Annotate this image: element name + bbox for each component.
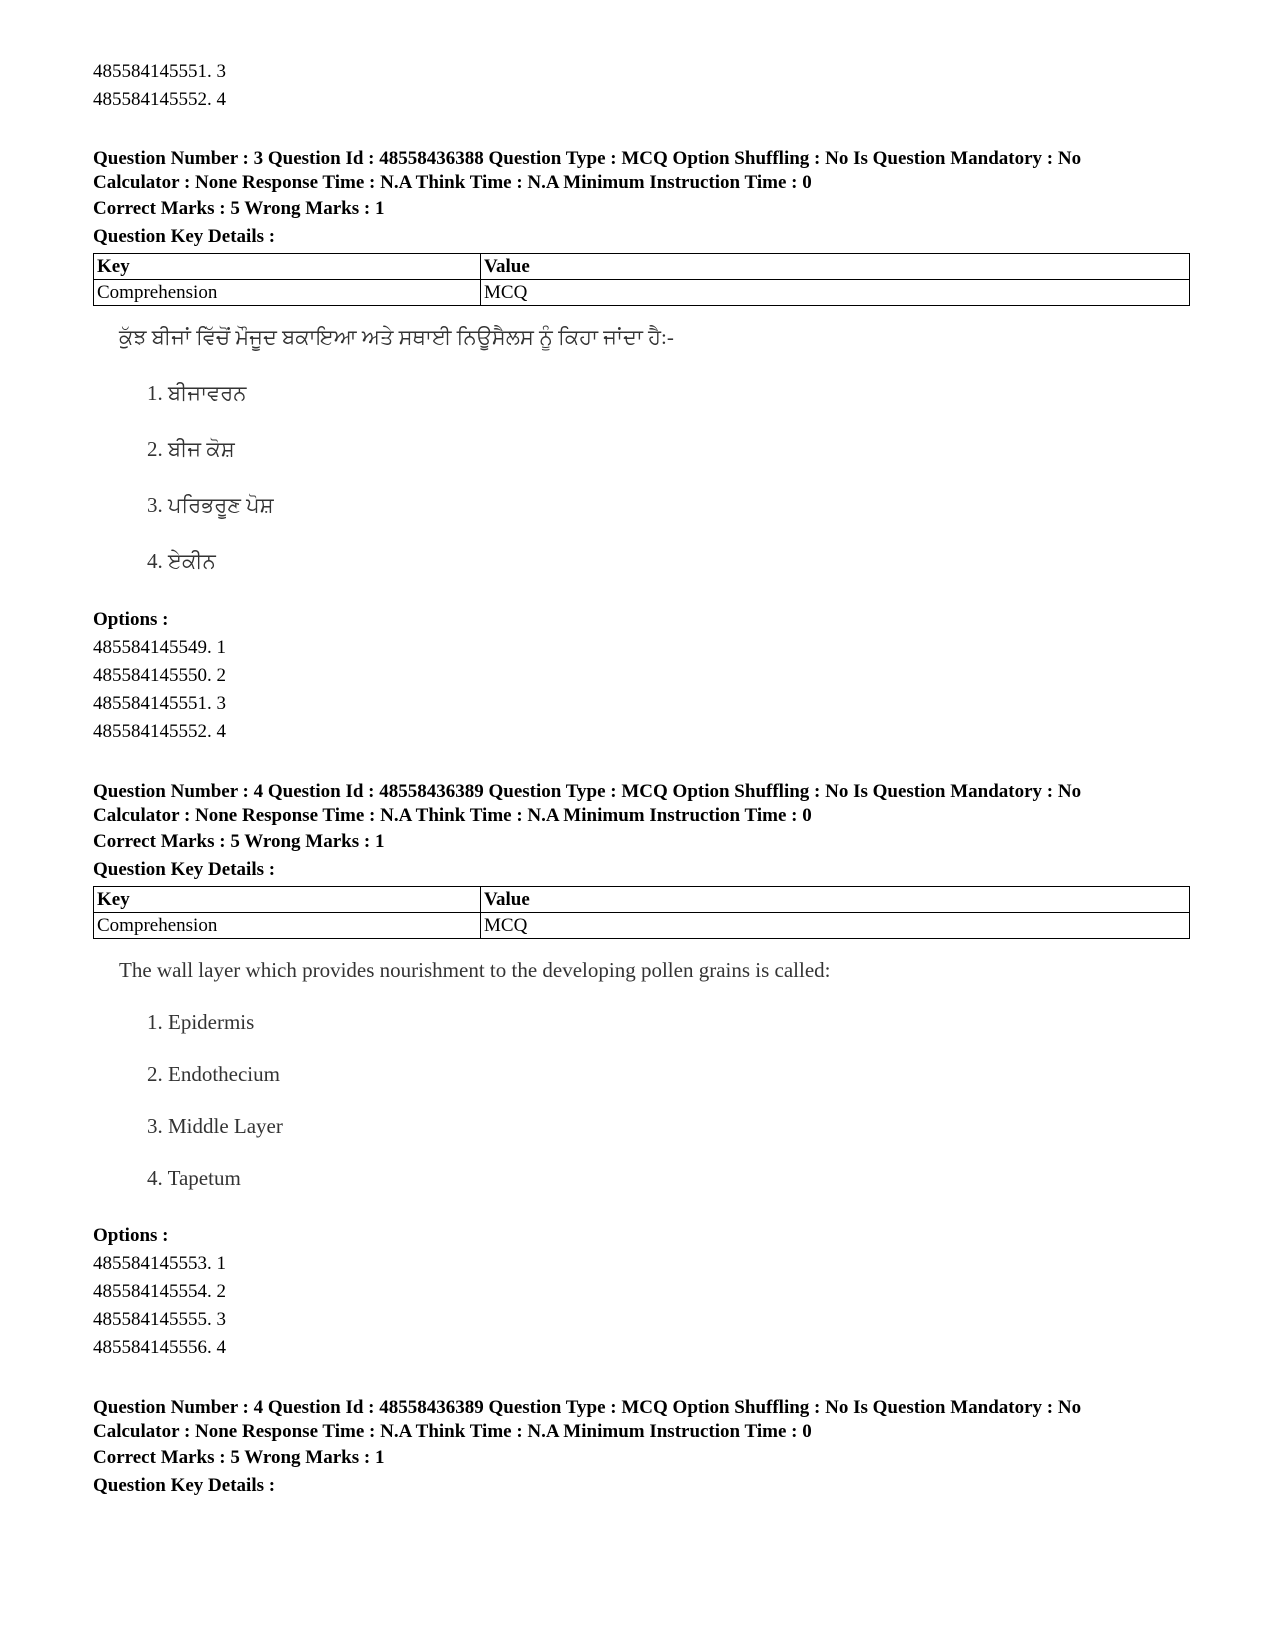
choice-item: 4. ਏਕੀਨ xyxy=(147,549,216,573)
choice-item: 1. Epidermis xyxy=(147,1010,255,1034)
table-header-value: Value xyxy=(481,887,1190,913)
question-header-line1: Question Number : 3 Question Id : 48558436388 Question Type : MCQ Option Shuffling : No Is Question Mandatory : No xyxy=(93,148,1082,169)
key-details-table xyxy=(93,253,1190,306)
marks-line: Correct Marks : 5 Wrong Marks : 1 xyxy=(93,198,385,219)
table-row xyxy=(94,280,1190,306)
options-block-4 xyxy=(93,1222,1193,1362)
table-header-key: Key xyxy=(94,254,481,280)
question-stem: ਕੁੱਝ ਬੀਜਾਂ ਵਿੱਚੋਂ ਮੌਜੂਦ ਬਕਾਇਆ ਅਤੇ ਸਥਾਈ ਨਿਊਸੈਲਸ ਨੂੰ ਕਿਹਾ ਜਾਂਦਾ ਹੈ:- xyxy=(119,325,674,349)
marks-line: Correct Marks : 5 Wrong Marks : 1 xyxy=(93,831,385,852)
question-content xyxy=(119,955,1193,1193)
key-details-label: Question Key Details : xyxy=(93,1475,276,1496)
option-item: 485584145552. 4 xyxy=(93,89,226,110)
question-header-line2: Calculator : None Response Time : N.A Think Time : N.A Minimum Instruction Time : 0 xyxy=(93,1421,812,1442)
table-header-key: Key xyxy=(94,887,481,913)
options-block-3 xyxy=(93,606,1193,746)
choice-item: 4. Tapetum xyxy=(147,1166,241,1190)
option-item: 485584145556. 4 xyxy=(93,1337,226,1358)
option-item: 485584145555. 3 xyxy=(93,1309,226,1330)
options-label: Options : xyxy=(93,609,169,630)
previous-options-list xyxy=(93,58,226,114)
marks-line: Correct Marks : 5 Wrong Marks : 1 xyxy=(93,1447,385,1468)
option-item: 485584145554. 2 xyxy=(93,1281,226,1302)
choice-item: 2. Endothecium xyxy=(147,1062,280,1086)
table-cell-key: Comprehension xyxy=(94,280,481,306)
table-header-row xyxy=(94,254,1190,280)
question-block-4 xyxy=(93,780,1193,1193)
table-cell-value: MCQ xyxy=(481,280,1190,306)
table-cell-value: MCQ xyxy=(481,913,1190,939)
question-block-4-repeat xyxy=(93,1396,1193,1500)
key-details-label: Question Key Details : xyxy=(93,226,276,247)
question-header-line2: Calculator : None Response Time : N.A Think Time : N.A Minimum Instruction Time : 0 xyxy=(93,172,812,193)
key-details-label: Question Key Details : xyxy=(93,859,276,880)
option-item: 485584145549. 1 xyxy=(93,637,226,658)
question-header-line1: Question Number : 4 Question Id : 48558436389 Question Type : MCQ Option Shuffling : No Is Question Mandatory : No xyxy=(93,781,1082,802)
table-header-value: Value xyxy=(481,254,1190,280)
question-content xyxy=(119,322,1193,576)
choice-item: 2. ਬੀਜ ਕੋਸ਼ xyxy=(147,437,235,461)
table-header-row xyxy=(94,887,1190,913)
question-header-line1: Question Number : 4 Question Id : 48558436389 Question Type : MCQ Option Shuffling : No Is Question Mandatory : No xyxy=(93,1397,1082,1418)
choice-item: 3. Middle Layer xyxy=(147,1114,283,1138)
choice-item: 1. ਬੀਜਾਵਰਨ xyxy=(147,381,247,405)
table-cell-key: Comprehension xyxy=(94,913,481,939)
table-row xyxy=(94,913,1190,939)
option-item: 485584145551. 3 xyxy=(93,61,226,82)
question-block-3 xyxy=(93,147,1193,576)
option-item: 485584145552. 4 xyxy=(93,721,226,742)
question-header-line2: Calculator : None Response Time : N.A Think Time : N.A Minimum Instruction Time : 0 xyxy=(93,805,812,826)
option-item: 485584145553. 1 xyxy=(93,1253,226,1274)
options-label: Options : xyxy=(93,1225,169,1246)
key-details-table xyxy=(93,886,1190,939)
question-stem: The wall layer which provides nourishment to the developing pollen grains is called: xyxy=(119,958,831,982)
choice-item: 3. ਪਰਿਭਰੂਣ ਪੋਸ਼ xyxy=(147,493,274,517)
option-item: 485584145550. 2 xyxy=(93,665,226,686)
option-item: 485584145551. 3 xyxy=(93,693,226,714)
